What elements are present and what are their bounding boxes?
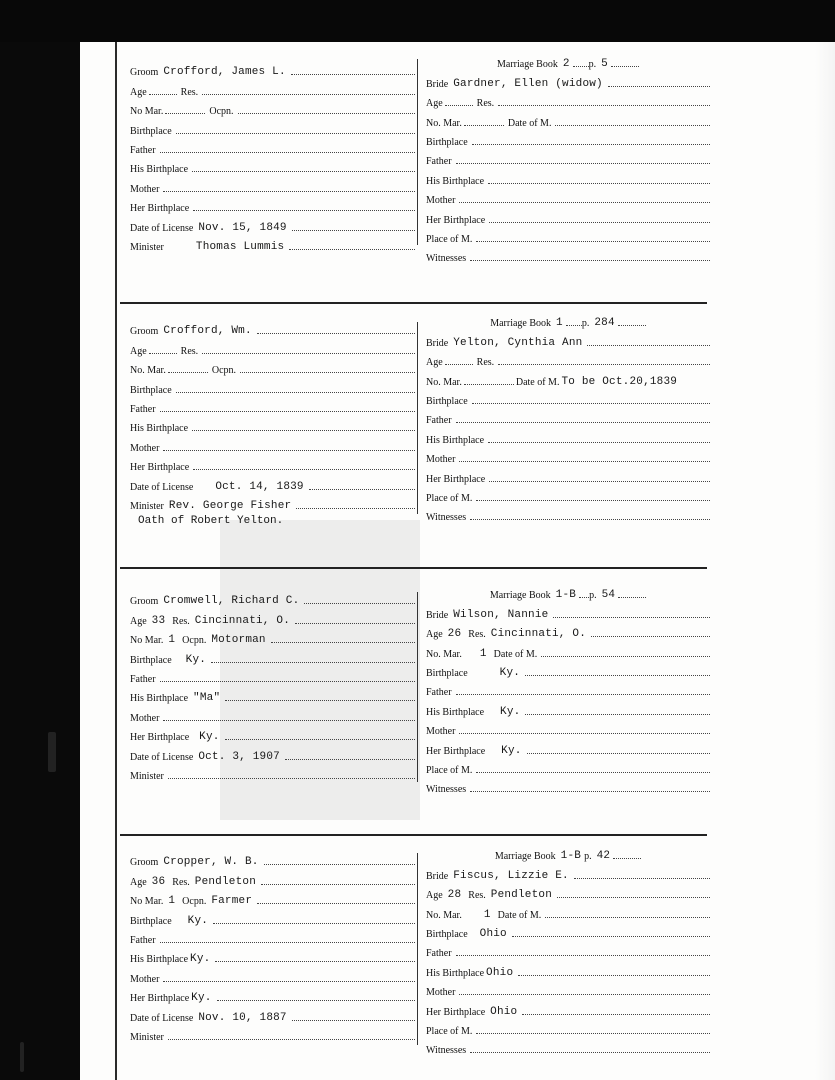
groom-his-birthplace: "Ma" [193, 692, 221, 705]
record-separator [120, 302, 707, 304]
groom-father-row: Father [130, 137, 415, 156]
minister-name: Rev. George Fisher [168, 499, 292, 512]
bride-nomar: 1 [479, 647, 487, 660]
groom-father-row: Father [130, 927, 415, 946]
bride-her-birthplace: Ohio [490, 1005, 518, 1018]
bride-name: Fiscus, Lizzie E. [453, 869, 569, 882]
groom-birthplace-row: Birthplace Ky. [130, 646, 415, 665]
bride-place-row: Place of M. [426, 757, 710, 776]
bride-place-row: Place of M. [426, 226, 710, 245]
groom-her-birthplace-row: Her Birthplace [130, 454, 415, 473]
bride-witnesses-row: Witnesses [426, 776, 710, 795]
groom-his-birthplace-row: His Birthplace [130, 415, 415, 434]
groom-her-birthplace-row: Her Birthplace Ky. [130, 724, 415, 743]
groom-row: Groom Crofford, James L. [130, 59, 415, 78]
bride-row: Bride Wilson, Nannie [426, 601, 710, 620]
marriage-book-row: Marriage Book 1 p. 284 [426, 310, 710, 329]
bride-witnesses-row: Witnesses [426, 504, 710, 523]
groom-license-row: Date of License Nov. 15, 1849 [130, 214, 415, 233]
groom-birthplace: Ky. [185, 653, 207, 666]
bride-her-birthplace-row: Her Birthplace Ky. [426, 737, 710, 756]
groom-birthplace-row: Birthplace [130, 376, 415, 395]
bride-father-row: Father [426, 148, 710, 167]
groom-age-row: Age 33 Res. Cincinnati, O. [130, 607, 415, 626]
book-number: 1-B [555, 589, 577, 602]
groom-father-row: Father [130, 396, 415, 415]
groom-name: Cromwell, Richard C. [163, 595, 300, 608]
marriage-record [130, 55, 710, 265]
book-number: 1-B [560, 850, 582, 863]
column-divider [417, 322, 418, 514]
page-number: 5 [601, 58, 608, 71]
groom-row: Groom Cropper, W. B. [130, 849, 415, 868]
bride-witnesses-row: Witnesses [426, 245, 710, 264]
bride-age-row: Age 26 Res. Cincinnati, O. [426, 621, 710, 640]
bride-father-row: Father [426, 679, 710, 698]
bride-name: Yelton, Cynthia Ann [453, 336, 583, 349]
groom-res: Cincinnati, O. [194, 614, 290, 627]
bride-name: Wilson, Nannie [453, 608, 549, 621]
groom-name: Cropper, W. B. [163, 856, 259, 869]
groom-nomar: 1 [168, 634, 176, 647]
bride-birthplace-row: Birthplace Ohio [426, 921, 710, 940]
bride-birthplace: Ohio [479, 927, 507, 940]
license-date: Nov. 15, 1849 [198, 221, 287, 234]
bride-column [426, 843, 710, 1056]
bride-column [426, 310, 710, 523]
bride-his-birthplace-row: His Birthplace [426, 426, 710, 445]
marriage-book-row: Marriage Book 1-B p. 54 [426, 582, 710, 601]
bride-row: Bride Fiscus, Lizzie E. [426, 862, 710, 881]
groom-minister-row: Minister Thomas Lummis [130, 234, 415, 253]
groom-nomar-row: No Mar. Ocpn. [130, 98, 415, 117]
groom-nomar-row: No Mar. 1 Ocpn. Motorman [130, 627, 415, 646]
column-divider [417, 59, 418, 245]
groom-his-birthplace-row: His Birthplace Ky. [130, 946, 415, 965]
page-number: 42 [596, 850, 611, 863]
bride-mother-row: Mother [426, 446, 710, 465]
bride-mother-row: Mother [426, 979, 710, 998]
groom-father-row: Father [130, 666, 415, 685]
record-separator [120, 567, 707, 569]
groom-birthplace: Ky. [187, 914, 209, 927]
groom-column [130, 59, 415, 253]
groom-nomar-row: No Mar. 1 Ocpn. Farmer [130, 888, 415, 907]
bride-place-row: Place of M. [426, 1018, 710, 1037]
bride-father-row: Father [426, 407, 710, 426]
page-number: 284 [594, 317, 615, 330]
groom-column [130, 318, 415, 512]
bride-nomar-row: No. Mar. 1 Date of M. [426, 901, 710, 920]
groom-her-birthplace: Ky. [199, 731, 220, 744]
groom-mother-row: Mother [130, 704, 415, 723]
bride-age-row: Age Res. [426, 349, 710, 368]
bride-his-birthplace-row: His Birthplace Ky. [426, 698, 710, 717]
bride-father-row: Father [426, 940, 710, 959]
groom-nomar-row: No. Mar. Ocpn. [130, 357, 415, 376]
groom-her-birthplace-row: Her Birthplace [130, 195, 415, 214]
column-divider [417, 853, 418, 1045]
left-margin-rule [115, 42, 117, 1080]
record-note: Oath of Robert Yelton. [138, 515, 284, 527]
book-number: 1 [556, 317, 563, 330]
bride-place-row: Place of M. [426, 485, 710, 504]
bride-row: Bride Gardner, Ellen (widow) [426, 70, 710, 89]
license-date: Oct. 14, 1839 [215, 480, 304, 493]
bride-res: Pendleton [490, 889, 552, 902]
bride-birthplace-row: Birthplace [426, 129, 710, 148]
groom-row: Groom Cromwell, Richard C. [130, 588, 415, 607]
marriage-date: To be Oct.20,1839 [561, 375, 678, 388]
groom-name: Crofford, Wm. [163, 325, 252, 338]
bride-mother-row: Mother [426, 718, 710, 737]
groom-license-row: Date of License Oct. 14, 1839 [130, 473, 415, 492]
marriage-record [130, 588, 710, 796]
bride-birthplace-row: Birthplace Ky. [426, 660, 710, 679]
bride-his-birthplace-row: His Birthplace [426, 167, 710, 186]
groom-column [130, 588, 415, 782]
bride-her-birthplace: Ky. [501, 744, 522, 757]
groom-birthplace-row: Birthplace [130, 117, 415, 136]
bride-row: Bride Yelton, Cynthia Ann [426, 329, 710, 348]
minister-name: Thomas Lummis [195, 240, 285, 253]
groom-age-row: Age Res. [130, 337, 415, 356]
groom-age-row: Age 36 Res. Pendleton [130, 868, 415, 887]
groom-name: Crofford, James L. [163, 66, 286, 79]
groom-nomar: 1 [168, 895, 176, 908]
bride-res: Cincinnati, O. [490, 628, 586, 641]
groom-age: 36 [151, 875, 166, 888]
bride-birthplace-row: Birthplace [426, 388, 710, 407]
groom-mother-row: Mother [130, 965, 415, 984]
bride-column [426, 582, 710, 795]
bride-her-birthplace-row: Her Birthplace Ohio [426, 998, 710, 1017]
bride-his-birthplace-row: His Birthplace Ohio [426, 959, 710, 978]
groom-her-birthplace: Ky. [191, 992, 212, 1005]
bride-birthplace: Ky. [499, 666, 521, 679]
groom-his-birthplace-row: His Birthplace "Ma" [130, 685, 415, 704]
record-separator [120, 834, 707, 836]
groom-column [130, 849, 415, 1043]
page-number: 54 [601, 589, 616, 602]
license-date: Oct. 3, 1907 [198, 750, 280, 763]
groom-mother-row: Mother [130, 434, 415, 453]
bride-column [426, 51, 710, 264]
groom-his-birthplace: Ky. [190, 953, 211, 966]
book-number: 2 [562, 58, 570, 71]
bride-her-birthplace-row: Her Birthplace [426, 206, 710, 225]
bride-name: Gardner, Ellen (widow) [453, 77, 603, 90]
groom-birthplace-row: Birthplace Ky. [130, 907, 415, 926]
bride-mother-row: Mother [426, 187, 710, 206]
groom-his-birthplace-row: His Birthplace [130, 156, 415, 175]
column-divider [417, 592, 418, 782]
groom-minister-row: Minister [130, 763, 415, 782]
scan-top-border [0, 0, 835, 42]
groom-age-row: Age Res. [130, 78, 415, 97]
groom-res: Pendleton [194, 875, 256, 888]
license-date: Nov. 10, 1887 [198, 1011, 287, 1024]
groom-license-row: Date of License Nov. 10, 1887 [130, 1004, 415, 1023]
marriage-record [130, 849, 710, 1057]
scan-left-border [0, 42, 80, 1080]
bride-his-birthplace: Ky. [500, 705, 521, 718]
bride-nomar-row: No. Mar. 1 Date of M. [426, 640, 710, 659]
bride-age: 26 [447, 628, 462, 641]
groom-license-row: Date of License Oct. 3, 1907 [130, 743, 415, 762]
groom-row: Groom Crofford, Wm. [130, 318, 415, 337]
bride-age-row: Age Res. [426, 90, 710, 109]
bride-nomar-row: No. Mar. Date of M. To be Oct.20,1839 [426, 368, 710, 387]
bride-age: 28 [447, 889, 462, 902]
marriage-book-row: Marriage Book 1-B p. 42 [426, 843, 710, 862]
marriage-record [130, 317, 710, 527]
bride-nomar-row: No. Mar. Date of M. [426, 109, 710, 128]
bride-his-birthplace: Ohio [486, 966, 514, 979]
groom-ocpn: Motorman [211, 634, 266, 647]
groom-minister-row: Minister Rev. George Fisher [130, 493, 415, 512]
page-edge [815, 42, 835, 1080]
groom-mother-row: Mother [130, 175, 415, 194]
bride-nomar: 1 [483, 908, 491, 921]
groom-age: 33 [151, 614, 166, 627]
groom-her-birthplace-row: Her Birthplace Ky. [130, 985, 415, 1004]
bride-age-row: Age 28 Res. Pendleton [426, 882, 710, 901]
groom-ocpn: Farmer [211, 895, 253, 908]
marriage-book-row: Marriage Book 2 p. 5 [426, 51, 710, 70]
bride-her-birthplace-row: Her Birthplace [426, 465, 710, 484]
bride-witnesses-row: Witnesses [426, 1037, 710, 1056]
groom-minister-row: Minister [130, 1024, 415, 1043]
